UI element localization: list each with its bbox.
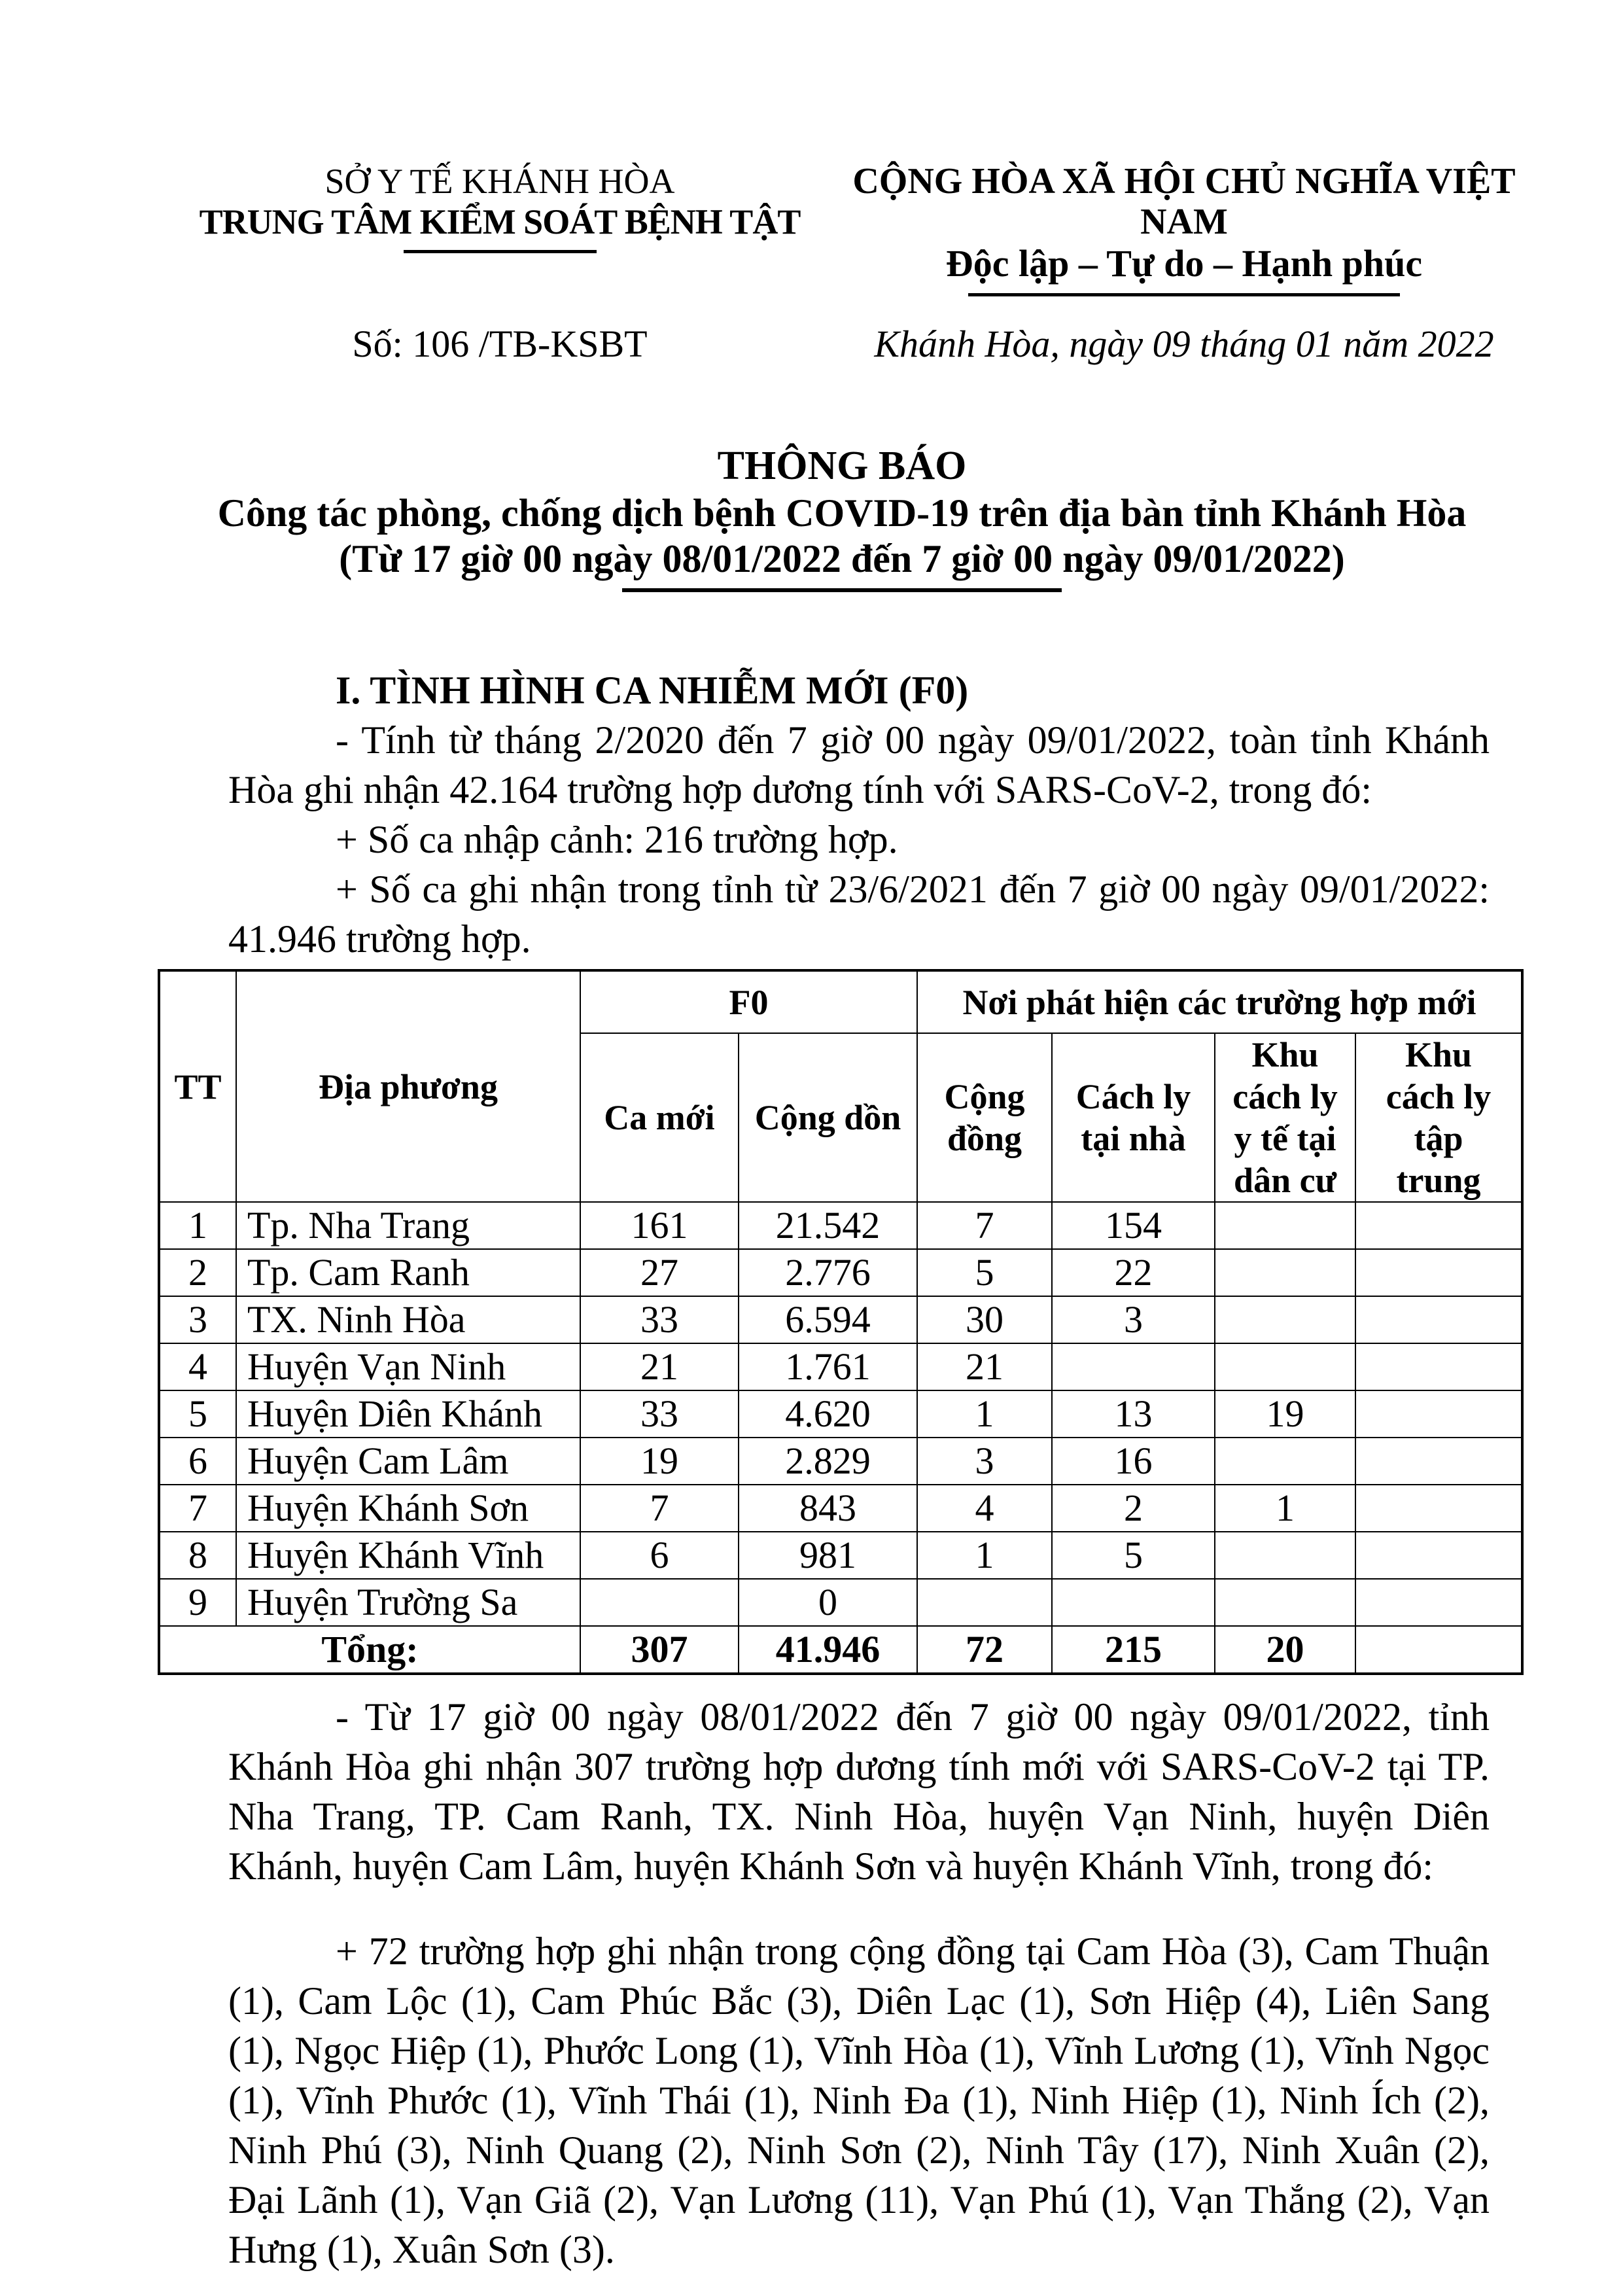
cell-cong-dong: 7 bbox=[917, 1202, 1052, 1249]
table-row bbox=[159, 1579, 1522, 1626]
cell-tt: 3 bbox=[159, 1296, 236, 1343]
cell-dia-phuong: Huyện Khánh Sơn bbox=[236, 1485, 580, 1532]
after-table-paragraph-1: - Từ 17 giờ 00 ngày 08/01/2022 đến 7 giờ 00 ngày 09/01/2022, tỉnh Khánh Hòa ghi nhận 307 trường hợp dương tính mới với SARS-CoV-2 tại TP. Nha Trang, TP. Cam Ranh, TX. Ninh Hòa, huyện Vạn Ninh, huyện Diên Khánh, huyện Cam Lâm, huyện Khánh Sơn và huyện Khánh Vĩnh, trong đó: bbox=[228, 1695, 1490, 1888]
cell-ca-moi: 27 bbox=[580, 1249, 739, 1296]
national-header-block bbox=[842, 161, 1526, 296]
col-header-khu-cach-ly-y-te: Khu cách ly y tế tại dân cư bbox=[1215, 1033, 1355, 1202]
national-motto-line1: CỘNG HÒA XÃ HỘI CHỦ NGHĨA VIỆT NAM bbox=[852, 161, 1516, 242]
cell-cong-don: 2.776 bbox=[739, 1249, 917, 1296]
cell-cong-dong: 30 bbox=[917, 1296, 1052, 1343]
total-khu-y-te: 20 bbox=[1215, 1626, 1355, 1674]
cell-ca-moi: 33 bbox=[580, 1390, 739, 1438]
cell-cong-dong: 4 bbox=[917, 1485, 1052, 1532]
cell-khu-y-te bbox=[1215, 1249, 1355, 1296]
table-row bbox=[159, 1249, 1522, 1296]
cell-cong-don: 4.620 bbox=[739, 1390, 917, 1438]
col-header-khu-cach-ly-tap-trung: Khu cách ly tập trung bbox=[1355, 1033, 1522, 1202]
table-row bbox=[159, 1296, 1522, 1343]
org-header-block bbox=[158, 161, 842, 296]
total-cong-don: 41.946 bbox=[739, 1626, 917, 1674]
section1-paragraph-1: - Tính từ tháng 2/2020 đến 7 giờ 00 ngày 09/01/2022, toàn tỉnh Khánh Hòa ghi nhận 42.164 trường hợp dương tính với SARS-CoV-2, trong đó: bbox=[228, 718, 1490, 811]
section1-paragraph-2: + Số ca nhập cảnh: 216 trường hợp. bbox=[336, 818, 898, 861]
doc-number: Số: 106 /TB-KSBT bbox=[352, 323, 648, 365]
motto-underline bbox=[968, 293, 1400, 296]
col-group-f0: F0 bbox=[580, 970, 917, 1033]
after-table-paragraph-2: + 72 trường hợp ghi nhận trong cộng đồng tại Cam Hòa (3), Cam Thuận (1), Cam Lộc (1), Cam Phúc Bắc (3), Diên Lạc (1), Sơn Hiệp (4), Liên Sang (1), Ngọc Hiệp (1), Phước Long (1), Vĩnh Hòa (1), Vĩnh Lương (1), Vĩnh Ngọc (1), Vĩnh Phước (1), Vĩnh Thái (1), Ninh Đa (1), Ninh Hiệp (1), Ninh Ích (2), Ninh Phú (3), Ninh Quang (2), Ninh Sơn (2), Ninh Tây (17), Ninh Xuân (2), Đại Lãnh (1), Vạn Giã (2), Vạn Lương (11), Vạn Phú (1), Vạn Thắng (2), Vạn Hưng (1), Xuân Sơn (3). bbox=[228, 1930, 1490, 2271]
total-khu-tap-trung bbox=[1355, 1626, 1522, 1674]
cell-khu-tap-trung bbox=[1355, 1202, 1522, 1249]
doc-title: THÔNG BÁO bbox=[717, 444, 967, 488]
cell-ca-moi: 161 bbox=[580, 1202, 739, 1249]
cell-cong-dong: 21 bbox=[917, 1343, 1052, 1390]
title-underline bbox=[622, 588, 1062, 592]
cell-cong-dong: 3 bbox=[917, 1438, 1052, 1485]
cell-cong-don: 0 bbox=[739, 1579, 917, 1626]
cell-cach-ly-tai-nha: 16 bbox=[1052, 1438, 1215, 1485]
table-header-group-row bbox=[159, 970, 1522, 1033]
cell-cong-don: 6.594 bbox=[739, 1296, 917, 1343]
org-name-line1: SỞ Y TẾ KHÁNH HÒA bbox=[324, 162, 675, 201]
cell-khu-y-te bbox=[1215, 1438, 1355, 1485]
place-date: Khánh Hòa, ngày 09 tháng 01 năm 2022 bbox=[874, 323, 1494, 365]
cell-cach-ly-tai-nha: 22 bbox=[1052, 1249, 1215, 1296]
cell-cach-ly-tai-nha: 5 bbox=[1052, 1532, 1215, 1579]
cell-cong-dong: 1 bbox=[917, 1390, 1052, 1438]
total-cong-dong: 72 bbox=[917, 1626, 1052, 1674]
cell-ca-moi: 33 bbox=[580, 1296, 739, 1343]
cell-ca-moi: 19 bbox=[580, 1438, 739, 1485]
col-header-tt: TT bbox=[159, 970, 236, 1202]
org-name-line2: TRUNG TÂM KIỂM SOÁT BỆNH TẬT bbox=[199, 202, 801, 241]
cell-khu-y-te bbox=[1215, 1296, 1355, 1343]
col-header-dia-phuong: Địa phương bbox=[236, 970, 580, 1202]
cell-cong-dong: 5 bbox=[917, 1249, 1052, 1296]
cell-cong-don: 981 bbox=[739, 1532, 917, 1579]
national-motto-line2: Độc lập – Tự do – Hạnh phúc bbox=[945, 242, 1423, 285]
cell-ca-moi bbox=[580, 1579, 739, 1626]
cell-khu-y-te bbox=[1215, 1532, 1355, 1579]
table-total-row bbox=[159, 1626, 1522, 1674]
doc-period: (Từ 17 giờ 00 ngày 08/01/2022 đến 7 giờ 00 ngày 09/01/2022) bbox=[339, 537, 1345, 580]
col-group-noi-phat-hien: Nơi phát hiện các trường hợp mới bbox=[917, 970, 1522, 1033]
cell-khu-y-te: 1 bbox=[1215, 1485, 1355, 1532]
cell-cach-ly-tai-nha: 2 bbox=[1052, 1485, 1215, 1532]
table-row bbox=[159, 1438, 1522, 1485]
cell-cach-ly-tai-nha bbox=[1052, 1343, 1215, 1390]
title-block bbox=[158, 442, 1526, 592]
table-row bbox=[159, 1485, 1522, 1532]
cell-cong-don: 1.761 bbox=[739, 1343, 917, 1390]
cell-khu-tap-trung bbox=[1355, 1343, 1522, 1390]
cell-dia-phuong: Huyện Diên Khánh bbox=[236, 1390, 580, 1438]
cell-khu-tap-trung bbox=[1355, 1579, 1522, 1626]
table-row bbox=[159, 1390, 1522, 1438]
cell-cong-dong bbox=[917, 1579, 1052, 1626]
cell-tt: 8 bbox=[159, 1532, 236, 1579]
cell-cach-ly-tai-nha: 13 bbox=[1052, 1390, 1215, 1438]
doc-subtitle: Công tác phòng, chống dịch bệnh COVID-19 trên địa bàn tỉnh Khánh Hòa bbox=[217, 491, 1467, 535]
cell-tt: 4 bbox=[159, 1343, 236, 1390]
cell-dia-phuong: Huyện Khánh Vĩnh bbox=[236, 1532, 580, 1579]
place-date-cell bbox=[842, 323, 1526, 366]
cell-khu-tap-trung bbox=[1355, 1438, 1522, 1485]
cell-ca-moi: 21 bbox=[580, 1343, 739, 1390]
cell-khu-tap-trung bbox=[1355, 1485, 1522, 1532]
cell-ca-moi: 7 bbox=[580, 1485, 739, 1532]
cell-tt: 1 bbox=[159, 1202, 236, 1249]
total-ca-moi: 307 bbox=[580, 1626, 739, 1674]
cell-khu-y-te bbox=[1215, 1202, 1355, 1249]
cell-dia-phuong: TX. Ninh Hòa bbox=[236, 1296, 580, 1343]
col-header-ca-moi: Ca mới bbox=[580, 1033, 739, 1202]
covid-case-table bbox=[158, 969, 1524, 1675]
cell-khu-tap-trung bbox=[1355, 1249, 1522, 1296]
cell-khu-y-te bbox=[1215, 1343, 1355, 1390]
cell-tt: 5 bbox=[159, 1390, 236, 1438]
doc-meta-row bbox=[158, 323, 1526, 366]
cell-dia-phuong: Tp. Nha Trang bbox=[236, 1202, 580, 1249]
document-header bbox=[158, 161, 1526, 296]
cell-khu-tap-trung bbox=[1355, 1296, 1522, 1343]
cell-cong-don: 843 bbox=[739, 1485, 917, 1532]
cell-dia-phuong: Huyện Vạn Ninh bbox=[236, 1343, 580, 1390]
cell-khu-y-te bbox=[1215, 1579, 1355, 1626]
cell-khu-tap-trung bbox=[1355, 1390, 1522, 1438]
cell-dia-phuong: Huyện Cam Lâm bbox=[236, 1438, 580, 1485]
table-row bbox=[159, 1343, 1522, 1390]
table-row bbox=[159, 1532, 1522, 1579]
table-row bbox=[159, 1202, 1522, 1249]
col-header-cong-dong: Cộng đồng bbox=[917, 1033, 1052, 1202]
cell-tt: 9 bbox=[159, 1579, 236, 1626]
cell-cong-don: 21.542 bbox=[739, 1202, 917, 1249]
cell-tt: 2 bbox=[159, 1249, 236, 1296]
cell-cong-dong: 1 bbox=[917, 1532, 1052, 1579]
cell-cach-ly-tai-nha: 154 bbox=[1052, 1202, 1215, 1249]
col-header-cong-don: Cộng dồn bbox=[739, 1033, 917, 1202]
cell-tt: 6 bbox=[159, 1438, 236, 1485]
cell-cach-ly-tai-nha bbox=[1052, 1579, 1215, 1626]
cell-tt: 7 bbox=[159, 1485, 236, 1532]
cell-dia-phuong: Tp. Cam Ranh bbox=[236, 1249, 580, 1296]
cell-khu-y-te: 19 bbox=[1215, 1390, 1355, 1438]
section1-heading: I. TÌNH HÌNH CA NHIỄM MỚI (F0) bbox=[336, 669, 969, 712]
total-label: Tổng: bbox=[159, 1626, 580, 1674]
section1-paragraph-3: + Số ca ghi nhận trong tỉnh từ 23/6/2021 đến 7 giờ 00 ngày 09/01/2022: 41.946 trường hợp. bbox=[228, 868, 1490, 961]
doc-number-cell bbox=[158, 323, 842, 366]
cell-ca-moi: 6 bbox=[580, 1532, 739, 1579]
org-underline bbox=[404, 250, 597, 253]
cell-dia-phuong: Huyện Trường Sa bbox=[236, 1579, 580, 1626]
cell-cach-ly-tai-nha: 3 bbox=[1052, 1296, 1215, 1343]
cell-cong-don: 2.829 bbox=[739, 1438, 917, 1485]
cell-khu-tap-trung bbox=[1355, 1532, 1522, 1579]
total-cach-ly-tai-nha: 215 bbox=[1052, 1626, 1215, 1674]
col-header-cach-ly-tai-nha: Cách ly tại nhà bbox=[1052, 1033, 1215, 1202]
